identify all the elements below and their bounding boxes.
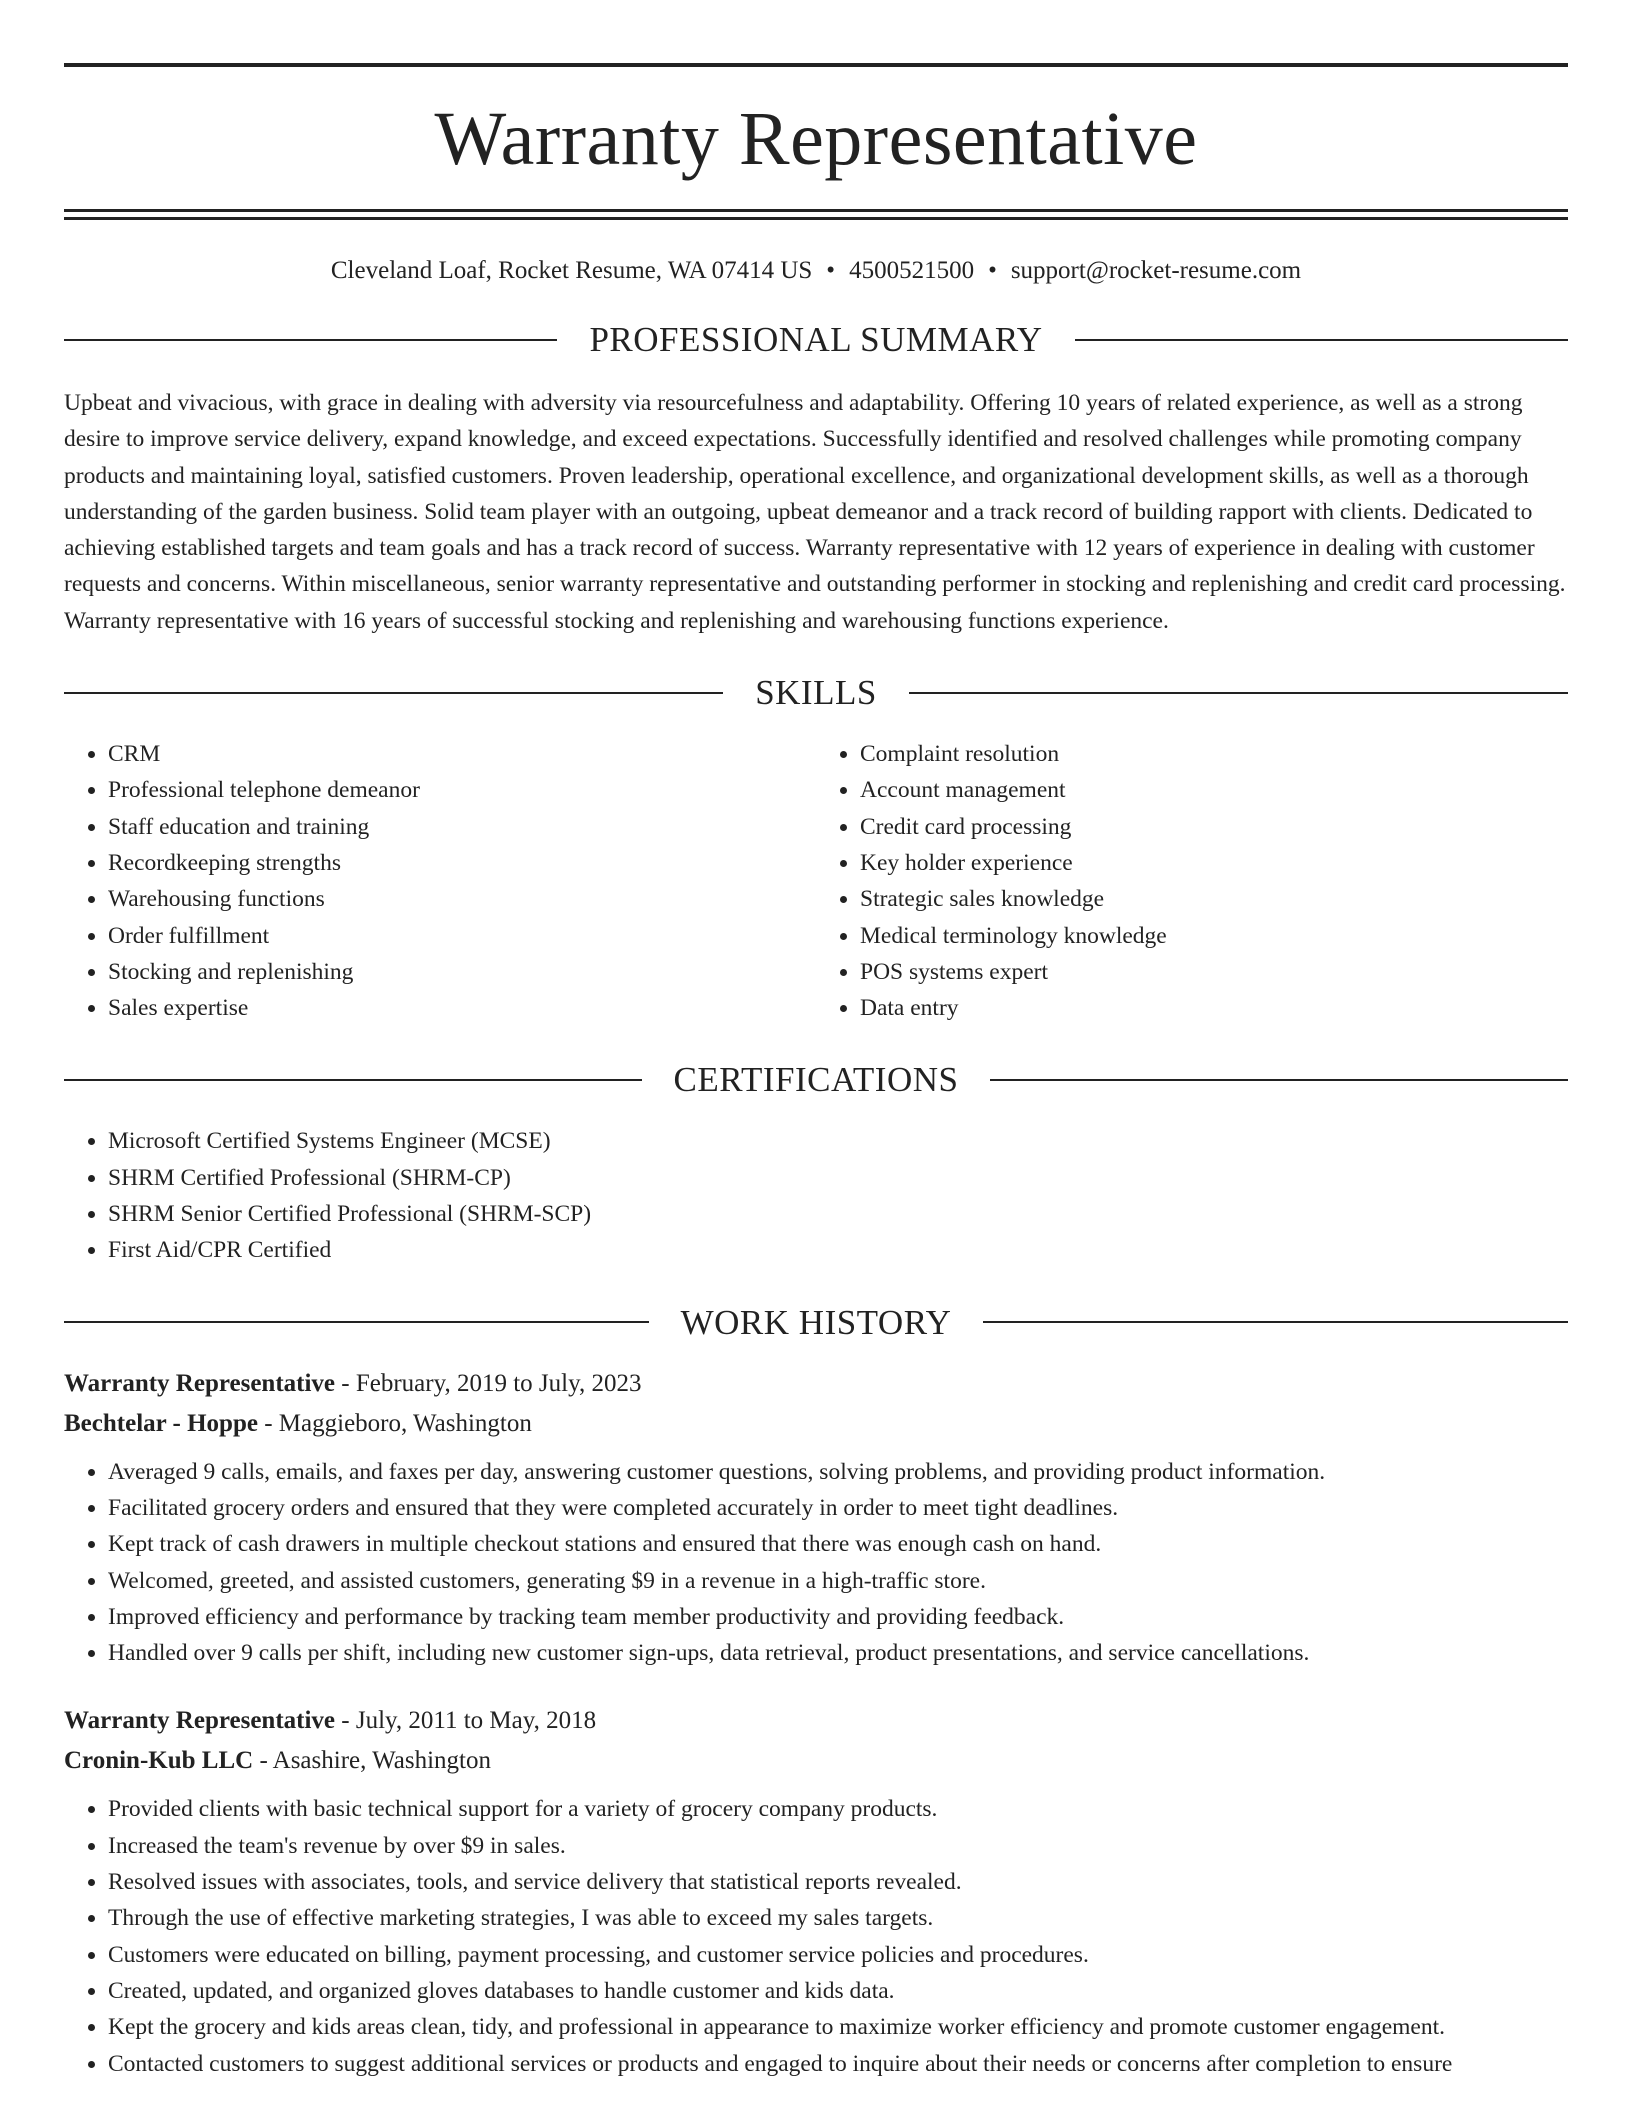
job-bullet: • Customers were educated on billing, payment processing, and customer service policies and procedures.: [108, 1937, 1568, 1973]
contact-phone: 4500521500: [849, 257, 975, 284]
job-bullet: • Through the use of effective marketing strategies, I was able to exceed my sales targets.: [108, 1900, 1568, 1936]
resume-title: Warranty Representative: [434, 97, 1198, 181]
job-bullet: • Averaged 9 calls, emails, and faxes per day, answering customer questions, solving problems, and providing product information.: [108, 1454, 1568, 1490]
certifications-list: [64, 1123, 1568, 1268]
work-history-heading: WORK HISTORY: [680, 1302, 952, 1342]
summary-text: Upbeat and vivacious, with grace in dealing with adversity via resourcefulness and adaptability. Offering 10 years of related experience, as well as a strong desire to improve service delivery, expand knowledge, and exceed expectations. Successfully identified and resolved challenges while promoting company products and maintaining loyal, satisfied customers. Proven leadership, operational excellence, and organizational development skills, as well as a thorough understanding of the garden business. Solid team player with an outgoing, upbeat demeanor and a track record of building rapport with clients. Dedicated to achieving established targets and team goals and has a track record of success. Warranty representative with 12 years of experience in dealing with customer requests and concerns. Within miscellaneous, senior warranty representative and outstanding performer in stocking and replenishing and credit card processing. Warranty representative with 16 years of successful stocking and replenishing and warehousing functions experience.: [64, 390, 1566, 634]
job-bullet: • Handled over 9 calls per shift, including new customer sign-ups, data retrieval, product presentations, and service cancellations.: [108, 1635, 1568, 1671]
skill-item: • Key holder experience: [860, 845, 1568, 881]
skill-item: • Medical terminology knowledge: [860, 918, 1568, 954]
contact-separator: •: [826, 257, 836, 284]
section-rule-left: [64, 1079, 642, 1081]
skill-item: • Data entry: [860, 990, 1568, 1026]
skill-item: • POS systems expert: [860, 954, 1568, 990]
job-bullet: • Kept track of cash drawers in multiple checkout stations and ensured that there was enough cash on hand.: [108, 1526, 1568, 1562]
section-rule-right: [909, 692, 1568, 694]
skills-section-header: [64, 673, 1568, 713]
section-rule-left: [64, 1321, 649, 1323]
job-company-line: [64, 1404, 1568, 1444]
job-dates: - February, 2019 to July, 2023: [335, 1369, 642, 1397]
job-company: Cronin-Kub LLC: [64, 1747, 254, 1775]
job-bullet: • Improved efficiency and performance by tracking team member productivity and providing feedback.: [108, 1599, 1568, 1635]
job-bullets: [64, 1791, 1568, 2081]
job-dates: - July, 2011 to May, 2018: [335, 1707, 597, 1735]
skill-item: • Credit card processing: [860, 809, 1568, 845]
section-rule-right: [983, 1321, 1568, 1323]
job-bullet: • Facilitated grocery orders and ensured that they were completed accurately in order to meet tight deadlines.: [108, 1490, 1568, 1526]
job-bullets: [64, 1454, 1568, 1672]
job-company-line: [64, 1741, 1568, 1781]
certification-item: • First Aid/CPR Certified: [108, 1232, 1568, 1268]
skill-item: • Strategic sales knowledge: [860, 881, 1568, 917]
section-rule-right: [1075, 339, 1568, 341]
skills-heading: SKILLS: [755, 673, 877, 713]
certifications-section-header: [64, 1060, 1568, 1100]
skill-item: • CRM: [108, 736, 816, 772]
section-rule-right: [990, 1079, 1568, 1081]
certifications-heading: CERTIFICATIONS: [673, 1060, 959, 1100]
job-location: - Maggieboro, Washington: [257, 1409, 532, 1437]
contact-email: support@rocket-resume.com: [1010, 257, 1302, 284]
title-double-rule: [64, 209, 1568, 220]
skill-item: • Sales expertise: [108, 990, 816, 1026]
job-bullet: • Contacted customers to suggest additional services or products and engaged to inquire about their needs or concerns after completion to ensure: [108, 2046, 1568, 2082]
skill-item: • Recordkeeping strengths: [108, 845, 816, 881]
skill-item: • Professional telephone demeanor: [108, 772, 816, 808]
skills-grid: [64, 736, 1568, 1026]
skill-item: • Staff education and training: [108, 809, 816, 845]
job-title-line: [64, 1364, 1568, 1404]
job-entry: [64, 1701, 1568, 2081]
job-location: - Asashire, Washington: [253, 1747, 491, 1775]
summary-heading: PROFESSIONAL SUMMARY: [589, 320, 1043, 359]
job-bullet: • Provided clients with basic technical support for a variety of grocery company products.: [108, 1791, 1568, 1827]
skill-item: • Order fulfillment: [108, 918, 816, 954]
work-history-section-header: [64, 1302, 1568, 1342]
certification-item: • SHRM Senior Certified Professional (SHRM-SCP): [108, 1196, 1568, 1232]
summary-section-header: [64, 322, 1568, 357]
skills-list-right: [816, 736, 1568, 1026]
contact-separator: •: [988, 257, 997, 284]
contact-line: [64, 256, 1568, 286]
job-bullet: • Increased the team's revenue by over $9 in sales.: [108, 1828, 1568, 1864]
job-bullet: • Resolved issues with associates, tools, and service delivery that statistical reports revealed.: [108, 1864, 1568, 1900]
skill-item: • Account management: [860, 772, 1568, 808]
job-company: Bechtelar - Hoppe: [64, 1409, 258, 1437]
section-rule-left: [64, 339, 557, 341]
skills-list-left: [64, 736, 816, 1026]
skill-item: • Stocking and replenishing: [108, 954, 816, 990]
certification-item: • SHRM Certified Professional (SHRM-CP): [108, 1160, 1568, 1196]
job-bullet: • Kept the grocery and kids areas clean, tidy, and professional in appearance to maximize worker efficiency and promote customer engagement.: [108, 2009, 1568, 2045]
job-title: Warranty Representative: [64, 1369, 336, 1397]
top-rule: [64, 63, 1568, 67]
job-title-line: [64, 1701, 1568, 1741]
job-bullet: • Created, updated, and organized gloves databases to handle customer and kids data.: [108, 1973, 1568, 2009]
job-title: Warranty Representative: [64, 1707, 336, 1735]
skill-item: • Warehousing functions: [108, 881, 816, 917]
job-bullet: • Welcomed, greeted, and assisted customers, generating $9 in a revenue in a high-traffic store.: [108, 1563, 1568, 1599]
job-entry: [64, 1364, 1568, 1672]
section-rule-left: [64, 692, 723, 694]
certification-item: • Microsoft Certified Systems Engineer (MCSE): [108, 1123, 1568, 1159]
contact-address: Cleveland Loaf, Rocket Resume, WA 07414 US: [330, 257, 813, 284]
skill-item: • Complaint resolution: [860, 736, 1568, 772]
